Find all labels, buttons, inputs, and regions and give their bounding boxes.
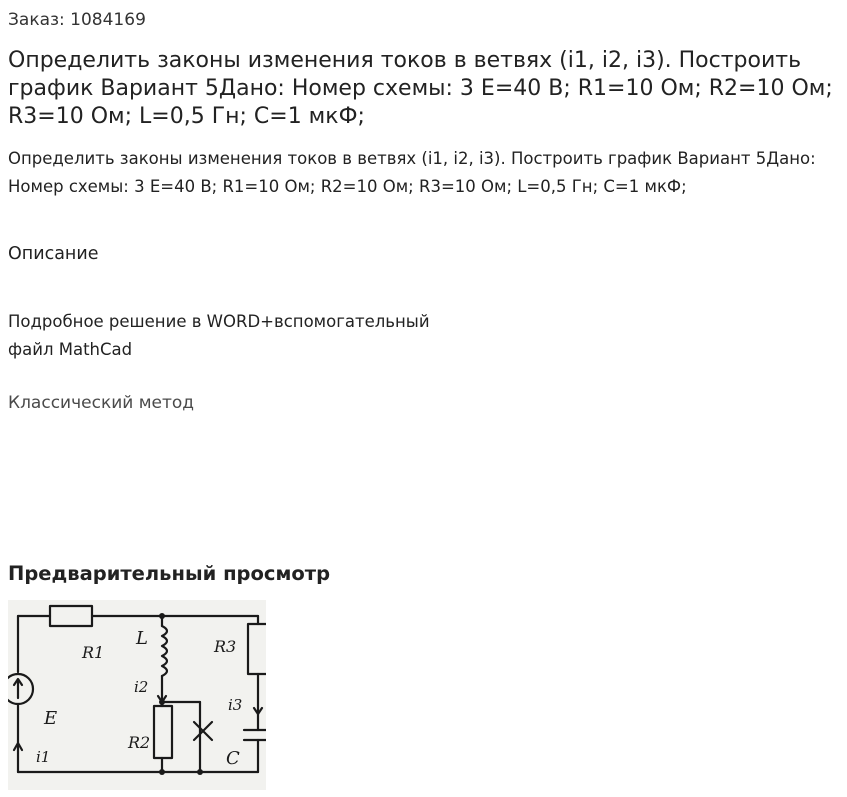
label-l: L (136, 628, 148, 649)
label-i2: i2 (134, 678, 149, 696)
label-i3: i3 (228, 696, 243, 714)
label-c: C (226, 748, 240, 769)
method-text: Классический метод (8, 393, 195, 413)
inductor-l (162, 626, 167, 676)
order-number: Заказ: 1084169 (8, 10, 146, 30)
label-r1: R1 (82, 643, 105, 662)
task-summary: Определить законы изменения токов в ветвях (i1, i2, i3). Построить график Вариант 5Дано: Номер схемы: 3 E=40 В; R1=10 Ом; R2=10 Ом; R3=10 Ом; L=0,5 Гн; C=1 мкФ; (8, 149, 816, 196)
voltage-source-e (8, 674, 33, 704)
label-e: E (44, 708, 58, 729)
description-line-2: файл MathCad (8, 340, 133, 359)
preview-image[interactable] (8, 600, 266, 790)
preview-heading: Предварительный просмотр (8, 562, 331, 585)
label-r2: R2 (128, 733, 151, 752)
page-title: Определить законы изменения токов в ветвях (i1, i2, i3). Построить график Вариант 5Дано: Номер схемы: 3 E=40 В; R1=10 Ом; R2=10 Ом; R3=10 Ом; L=0,5 Гн; C=1 мкФ; (8, 48, 833, 129)
resistor-r1 (50, 606, 92, 626)
circuit-diagram (8, 600, 266, 790)
label-i1: i1 (36, 748, 51, 766)
resistor-r2 (154, 706, 172, 758)
label-r3: R3 (214, 637, 237, 656)
resistor-r3 (248, 624, 266, 674)
description-line-1: Подробное решение в WORD+вспомогательный (8, 312, 430, 331)
description-text (8, 308, 568, 364)
description-heading: Описание (8, 244, 99, 264)
